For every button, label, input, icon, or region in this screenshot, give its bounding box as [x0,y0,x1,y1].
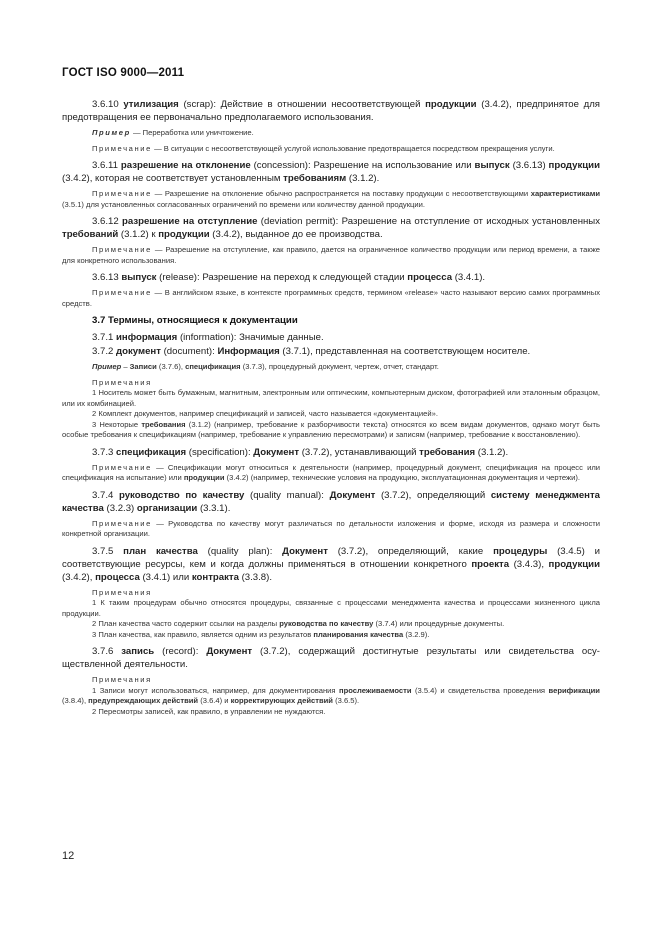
text-run: (concession): Разрешение на использование или [250,160,475,171]
note-paragraph [62,707,600,718]
term-reference: проекта [471,558,510,570]
term-definition [62,545,600,584]
term-reference: организации [136,502,198,514]
note-paragraph [62,128,600,139]
text-run: (3.4.5) и соответствующие ресурсы, кем и когда должны применяться в отношении конкретного [62,545,600,570]
text-run: (quality plan): [197,545,283,557]
term-definition [62,98,600,124]
document-body [62,98,600,717]
text-run: (3.4.2), [62,571,96,583]
text-run: 1 К таким процедурам обычно относятся процедуры, связанные с процессами менеджмента качества и процессами жизненного цикла продукции. [62,598,600,618]
term-reference: требования [141,419,186,429]
note-paragraph [62,630,600,641]
term-reference: спецификация [185,362,241,371]
term-reference: продукции [158,229,210,240]
text-run: (record): [154,646,207,657]
text-run: (3.6.13) [509,160,549,171]
note-paragraph [62,245,600,266]
term-reference: процедуры [493,545,548,557]
text-run: 3 Некоторые [92,419,142,429]
note-paragraph [62,420,600,441]
term-reference: Документ [253,446,300,458]
term-reference: характеристиками [530,189,600,198]
text-run: (3.7.3), процедурный документ, чертеж, отчет, стандарт. [240,362,439,371]
text-run: (3.4.2), которая не соответствует установленным [62,173,284,184]
note-paragraph [62,463,600,484]
term-reference: контракта [191,571,239,583]
term-reference: утилизация [123,99,179,110]
term-definition [62,331,600,344]
term-definition [62,645,600,671]
text-run: (quality manual): [244,489,330,501]
section-heading [62,314,600,327]
note-paragraph [62,686,600,707]
note-paragraph [62,189,600,210]
text-run: (3.4.1) или [139,571,192,583]
term-reference: процесса [95,571,140,583]
term-definition [62,446,600,459]
text-run: (3.7.4) или процедурные документы. [373,619,505,628]
term-reference: руководства по качеству [279,619,374,628]
text-run: (3.7.6), [156,362,186,371]
term-definition [62,345,600,358]
note-paragraph [62,675,600,686]
text-run: (3.8.4), [62,696,89,705]
text-run: Примечание [92,245,152,254]
text-run: Примечание [92,143,152,153]
text-run: 3.7.2 [92,346,117,357]
text-run: — Разрешение на отступление, как правило, дается на ограниченное количество продукции или период времени, а также для конкретного использования. [62,245,600,265]
text-run: 2 План качества часто содержит ссылки на разделы [92,619,280,628]
text-run: — Руководства по качеству могут различаться по детальности изложения и форме, исходя из размера и сложности конкретной организации. [62,518,600,538]
text-run: — В ситуации с несоответствующей услугой использование предотвращается посредством прекращения услуги. [151,143,555,153]
text-run: Примечание [92,462,152,472]
term-reference: руководство по качеству [118,489,245,501]
term-reference: информация [116,332,178,343]
term-reference: разрешение на отступление [122,216,258,227]
text-run: (deviation permit): Разрешение на отступление от исходных установленных [257,216,600,227]
text-run: (3.6.4) и [198,696,231,705]
text-run: 3.7.1 [92,332,117,343]
term-definition [62,271,600,284]
term-reference: продукции [548,558,600,570]
term-definition [62,489,600,515]
text-run: — Спецификации могут относиться к деятельности (например, процедурный документ, спецификация на процесс или спецификация на испытание) или [62,462,600,482]
text-run: 1 Носитель может быть бумажным, магнитным, электронным или оптическим, компьютерным диском, фотографией или эталонным образцом, или их комбинацией. [62,388,600,408]
text-run: – [121,362,130,371]
text-run: (3.4.2), выданное до ее производства. [209,229,383,240]
note-paragraph [62,388,600,409]
text-run: (3.6.5). [332,696,360,705]
text-run: 3.6.12 [92,216,123,227]
term-definition [62,159,600,185]
term-reference: документ [116,346,161,357]
text-run: 3 План качества, как правило, является одним из результатов [92,629,314,639]
text-run: 3.7.3 [92,446,117,458]
text-run: — Переработка или уничтожение. [130,128,254,137]
term-reference: требования [419,446,476,458]
text-run: (3.7.2), содержащий достигнутые результаты или свидетельства осуществленной деятельности. [62,646,600,670]
term-reference: Документ [206,646,253,657]
text-run: (3.2.9). [403,629,430,639]
term-reference: систему менеджмента качества [62,489,600,514]
text-run: 2 Пересмотры записей, как правило, в управлении не нуждаются. [92,706,326,716]
text-run: (3.4.1). [452,272,486,283]
text-run: (3.2.3) [103,502,137,514]
term-reference: спецификация [116,446,187,458]
text-run: 1 Записи могут использоваться, например, для документирования [92,685,340,695]
note-paragraph [62,588,600,599]
note-paragraph [62,144,600,155]
document-code-header: ГОСТ ISO 9000—2011 [62,67,185,79]
note-paragraph [62,288,600,309]
text-run: Примечание [92,518,152,528]
term-reference: прослеживаемости [339,685,412,695]
term-reference: Документ [282,545,328,557]
term-reference: корректирующих действий [230,696,333,705]
term-reference: предупреждающих действий [88,696,199,705]
text-run: Примечание [92,189,152,198]
term-reference: разрешение на отклонение [120,160,251,171]
text-run: (3.3.1). [197,502,231,514]
text-run: (3.7.2), определяющий, какие [327,545,494,557]
term-reference: продукции [548,160,600,171]
text-run: 3.6.11 [92,160,121,171]
text-run: (3.5.4) и свидетельства проведения [411,685,549,695]
term-reference: Пример [92,128,131,137]
note-paragraph [62,619,600,630]
term-reference: Документ [329,489,376,501]
note-paragraph [62,598,600,619]
text-run: 3.7.6 [92,646,122,657]
page-number: 12 [62,850,75,862]
text-run: 3.7.5 [92,545,124,557]
text-run: (3.1.2). [346,173,380,184]
text-run: (3.7.2), определяющий [375,489,491,501]
text-run: 3.7.4 [92,489,119,501]
text-run: (3.3.8). [238,571,272,583]
text-run: (specification): [186,446,254,458]
term-reference: Пример [92,362,122,371]
text-run: (document): [160,346,218,357]
text-run: 3.7 Термины, относящиеся к документации [92,315,298,326]
note-paragraph [62,362,600,373]
text-run: (3.1.2) к [118,229,159,240]
text-run: — В английском языке, в контексте программных средств, термином «release» часто называют версию самих программных средств. [62,288,600,308]
text-run: Примечания [92,675,152,684]
text-run: 2 Комплект документов, например спецификаций и записей, часто называется «документацией». [92,409,438,418]
note-paragraph [62,519,600,540]
text-run: — Разрешение на отклонение обычно распространяется на поставку продукции с несоответствующими [151,189,531,198]
text-run: (3.7.1), представленная на соответствующем носителе. [279,346,531,357]
term-reference: требованиям [283,173,347,184]
term-reference: запись [121,646,155,657]
term-reference: продукции [183,473,225,482]
text-run: (3.1.2). [475,446,509,458]
term-reference: планирования качества [313,629,404,639]
text-run: 3.6.10 [92,99,124,110]
term-reference: план качества [123,545,198,557]
text-run: (3.5.1) для установленных согласованных ограничений по времени или количеству данной продукции. [62,199,425,209]
term-reference: процесса [407,272,453,283]
term-reference: верификации [548,685,600,695]
note-paragraph [62,378,600,389]
text-run: (3.4.3), [509,558,549,570]
term-reference: выпуск [474,160,510,171]
text-run: (3.4.2), предпринятое для предотвращения ее первоначально предполагаемого использования. [62,99,600,123]
text-run: (3.4.2) (например, технические условия на продукцию, эксплуатационная документация и чертежи). [224,473,580,482]
text-run: (3.7.2), устанавливающий [299,446,420,458]
term-reference: Информация [217,346,280,357]
text-run: (scrap): Действие в отношении несоответствующей [178,99,426,110]
term-definition [62,215,600,241]
term-reference: требований [62,229,119,240]
text-run: Примечания [92,587,152,597]
term-reference: Записи [129,362,157,371]
term-reference: продукции [425,99,477,110]
text-run: (3.1.2) (например, требование к разборчивости текста) относятся ко всем видам документов, однако могут быть особые требования к спецификациям (например, требование к управлению пересмотрами) и записям (например, требование к восстановлению). [62,419,600,439]
term-reference: выпуск [121,272,157,283]
text-run: (information): Значимые данные. [177,332,324,343]
text-run: 3.6.13 [92,272,122,283]
text-run: Примечания [92,377,152,387]
note-paragraph [62,409,600,420]
text-run: Примечание [92,288,152,297]
text-run: (release): Разрешение на переход к следующей стадии [156,272,408,283]
